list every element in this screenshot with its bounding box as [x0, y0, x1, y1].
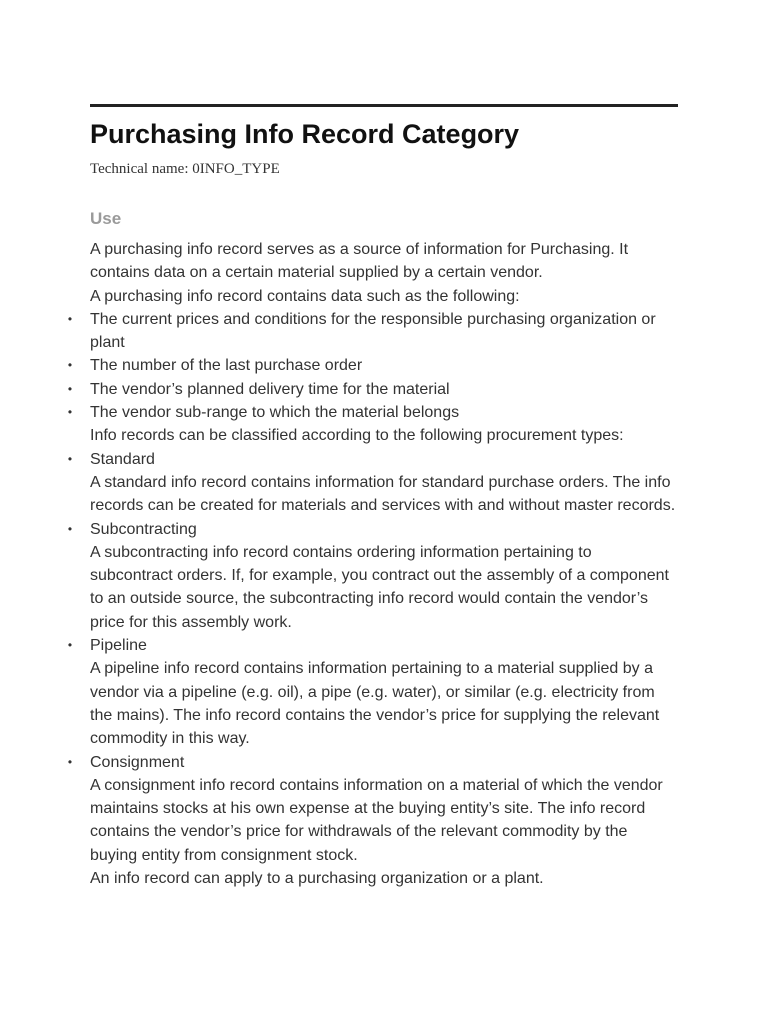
procurement-type-description: A pipeline info record contains information pertaining to a material supplied by a vendor via a pipeline (e.g. oil), a pipe (e.g. water), or similar (e.g. electricity from the mains). The info record contains the vendor’s price for supplying the relevant commodity in this way. — [90, 660, 660, 748]
list-item — [67, 401, 678, 424]
data-items-list — [67, 308, 678, 424]
title-rule — [90, 104, 678, 107]
list-item — [67, 308, 678, 355]
closing-paragraph: An info record can apply to a purchasing organization or a plant. — [90, 870, 544, 888]
document-page — [67, 104, 678, 890]
list-item-text: The current prices and conditions for the responsible purchasing organization or plant — [90, 310, 656, 352]
section-heading-use: Use — [90, 209, 122, 228]
list-item — [67, 354, 678, 377]
use-section-body — [67, 238, 678, 890]
procurement-type-name: Subcontracting — [90, 520, 197, 538]
bullet-icon: • — [67, 381, 73, 396]
bullet-icon: • — [67, 521, 73, 536]
technical-name: Technical name: 0INFO_TYPE — [90, 161, 280, 177]
intro-paragraph: A purchasing info record serves as a source of information for Purchasing. It contains data on a certain material supplied by a certain vendor. — [90, 241, 629, 282]
procurement-type-description: A standard info record contains information for standard purchase orders. The info records can be created for materials and services with and without master records. — [90, 473, 676, 515]
classification-intro: Info records can be classified according to the following procurement types: — [90, 427, 624, 445]
data-list-intro: A purchasing info record contains data such as the following: — [90, 287, 520, 305]
page-title: Purchasing Info Record Category — [90, 119, 520, 149]
procurement-type-name: Consignment — [90, 753, 185, 771]
procurement-type-name: Pipeline — [90, 637, 147, 655]
bullet-icon: • — [67, 311, 73, 326]
procurement-type-description: A subcontracting info record contains ordering information pertaining to subcontract orders. If, for example, you contract out the assembly of a component to an outside source, the subcontracting info record would contain the vendor’s price for this assembly work. — [90, 543, 669, 631]
bullet-icon: • — [67, 638, 73, 653]
procurement-types-list — [67, 448, 678, 867]
list-item-text: The vendor sub-range to which the material belongs — [90, 404, 460, 422]
bullet-icon: • — [67, 451, 73, 466]
procurement-type-consignment — [67, 751, 678, 867]
procurement-type-pipeline — [67, 634, 678, 750]
procurement-type-standard — [67, 448, 678, 518]
list-item-text: The vendor’s planned delivery time for the material — [90, 380, 450, 398]
procurement-type-subcontracting — [67, 518, 678, 634]
bullet-icon: • — [67, 754, 73, 769]
bullet-icon: • — [67, 405, 73, 420]
bullet-icon: • — [67, 358, 73, 373]
list-item — [67, 378, 678, 401]
procurement-type-name: Standard — [90, 450, 155, 468]
list-item-text: The number of the last purchase order — [90, 357, 363, 375]
procurement-type-description: A consignment info record contains information on a material of which the vendor maintains stocks at his own expense at the buying entity’s site. The info record contains the vendor’s price for withdrawals of the relevant commodity by the buying entity from consignment stock. — [90, 776, 663, 864]
